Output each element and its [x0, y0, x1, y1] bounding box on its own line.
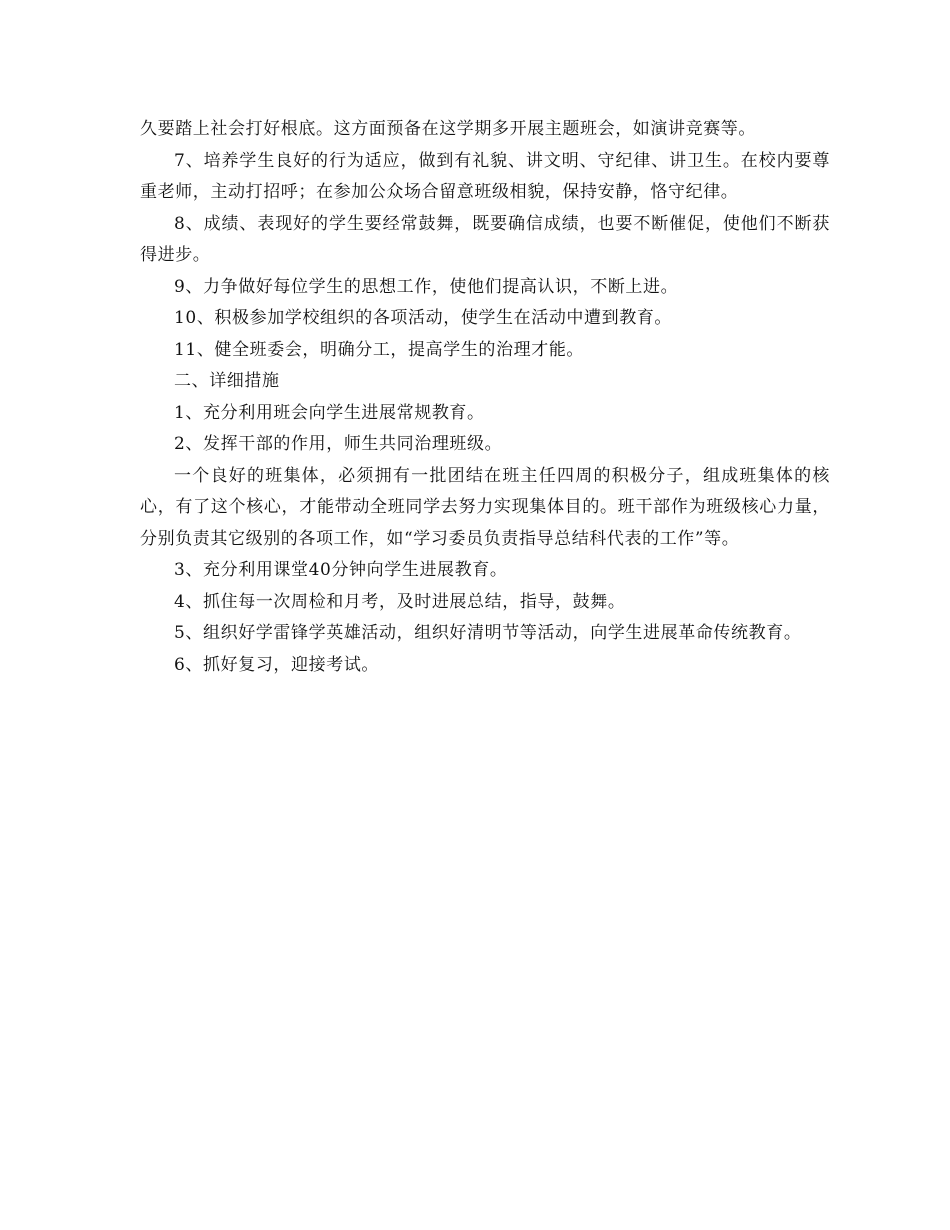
- paragraph-measure-5: 5、组织好学雷锋学英雄活动，组织好清明节等活动，向学生进展革命传统教育。: [174, 623, 802, 643]
- paragraph-item-11: 11、健全班委会，明确分工，提高学生的治理才能。: [174, 339, 585, 360]
- paragraph-measure-1: 1、充分利用班会向学生进展常规教育。: [174, 402, 485, 423]
- paragraph-item-7: 7、培养学生良好的行为适应，做到有礼貌、讲文明、守纪律、讲卫生。在校内要尊重老师，主动打招呼；在参加公众场合留意班级相貌，保持安静，恪守纪律。: [140, 150, 830, 202]
- document-body: [140, 114, 830, 681]
- section-heading-measures: 二、详细措施: [174, 371, 280, 391]
- paragraph-measure-2: 2、发挥干部的作用，师生共同治理班级。: [174, 434, 503, 454]
- paragraph-item-9: 9、力争做好每位学生的思想工作，使他们提高认识，不断上进。: [174, 276, 679, 297]
- paragraph-item-8: 8、成绩、表现好的学生要经常鼓舞，既要确信成绩，也要不断催促，使他们不断获得进步。: [140, 213, 830, 265]
- paragraph-measure-3: 3、充分利用课堂40分钟向学生进展教育。: [174, 560, 508, 580]
- paragraph-class-committee: 一个良好的班集体，必须拥有一批团结在班主任四周的积极分子，组成班集体的核心，有了这个核心，才能带动全班同学去努力实现集体目的。班干部作为班级核心力量，分别负责其它级别的各项工作，如“学习委员负责指导总结科代表的工作”等。: [140, 465, 830, 549]
- paragraph-measure-4: 4、抓住每一次周检和月考，及时进展总结，指导，鼓舞。: [174, 591, 626, 612]
- paragraph-measure-6: 6、抓好复习，迎接考试。: [174, 654, 380, 675]
- paragraph-item-10: 10、积极参加学校组织的各项活动，使学生在活动中遭到教育。: [174, 308, 673, 328]
- paragraph-continuation: 久要踏上社会打好根底。这方面预备在这学期多开展主题班会，如演讲竞赛等。: [140, 119, 756, 139]
